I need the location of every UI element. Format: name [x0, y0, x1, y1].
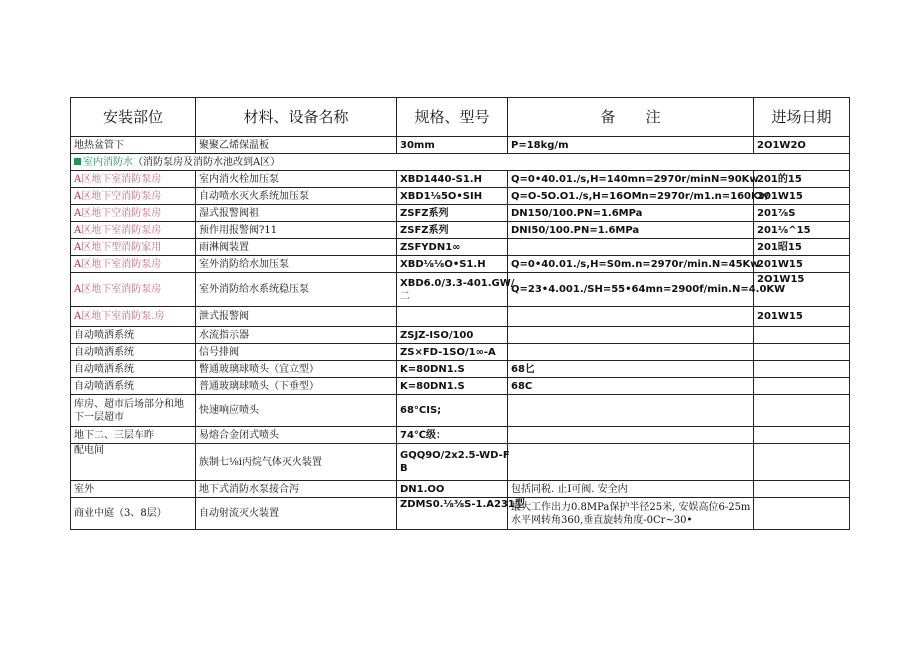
cell-remark — [508, 395, 754, 427]
cell-date: 201⅛^15 — [754, 222, 850, 239]
cell-location: A区地下室消防泵房 — [71, 171, 196, 188]
cell-material: 室内消火栓加压泵 — [196, 171, 397, 188]
section-row — [71, 154, 850, 171]
cell-spec: ZSJZ-ISO/100 — [397, 327, 508, 344]
cell-spec: ZSFZ系列 — [397, 222, 508, 239]
cell-location: 自动喷洒系统 — [71, 361, 196, 378]
cell-location: 自动喷洒系统 — [71, 378, 196, 395]
table-row — [71, 361, 850, 378]
cell-remark — [508, 444, 754, 481]
cell-material: 易熔合金闭式喷头 — [196, 427, 397, 444]
cell-date: 201的15 — [754, 171, 850, 188]
cell-location: 地下二、三层车昨 — [71, 427, 196, 444]
cell-spec: 30mm — [397, 137, 508, 154]
cell-spec: ZDMS0.⅛⅜S-1.A231型 — [397, 498, 508, 530]
cell-spec: ZSFYDN1∞ — [397, 239, 508, 256]
cell-date: 201W15 — [754, 256, 850, 273]
cell-material: 信号排阀 — [196, 344, 397, 361]
cell-date: 201⅞S — [754, 205, 850, 222]
cell-spec: ZS×FD-1SO/1∞-A — [397, 344, 508, 361]
table-row — [71, 239, 850, 256]
cell-location: A区地下室消防泵.房 — [71, 307, 196, 327]
cell-remark — [508, 239, 754, 256]
table-row — [71, 256, 850, 273]
cell-material: 瞥通玻璃球喷头（宜立型） — [196, 361, 397, 378]
cell-spec: XBD1440-S1.H — [397, 171, 508, 188]
section-note: （消防泵房及消防水池改到A区） — [133, 156, 281, 168]
header-location: 安装部位 — [71, 98, 196, 137]
cell-location: A区地下室消防泵房 — [71, 273, 196, 307]
table-row — [71, 188, 850, 205]
cell-location: A区地下型消防家用 — [71, 239, 196, 256]
cell-location: 室外 — [71, 481, 196, 498]
cell-remark — [508, 327, 754, 344]
cell-spec: 68°CIS; — [397, 395, 508, 427]
cell-remark: DN150/100.PN=1.6MPa — [508, 205, 754, 222]
cell-material: 族制七⅛i丙烷气体灭火装置 — [196, 444, 397, 481]
cell-remark: Q=23•4.001./SH=55•64mn=2900f/min.N=4.0KW — [508, 273, 754, 307]
cell-location: 商业中庭（3、8层） — [71, 498, 196, 530]
cell-location: 自动喷洒系统 — [71, 327, 196, 344]
cell-spec: K=80DN1.S — [397, 361, 508, 378]
cell-material: 雨淋阀装置 — [196, 239, 397, 256]
cell-date — [754, 498, 850, 530]
cell-material: 聚聚乙烯保温板 — [196, 137, 397, 154]
cell-date: 201昭15 — [754, 239, 850, 256]
cell-material: 地下式消防水泵接合泻 — [196, 481, 397, 498]
cell-material: 自动喷水灭火系统加压泵 — [196, 188, 397, 205]
cell-material: 快速响应喷头 — [196, 395, 397, 427]
cell-location: A区地下室消防泵房 — [71, 222, 196, 239]
cell-date — [754, 378, 850, 395]
cell-date — [754, 481, 850, 498]
cell-material: 自动射流灭火装置 — [196, 498, 397, 530]
header-spec: 规格、型号 — [397, 98, 508, 137]
table-row — [71, 481, 850, 498]
section-title: 室内消防水 — [83, 156, 133, 168]
table-row — [71, 344, 850, 361]
cell-date: 201W15 — [754, 307, 850, 327]
cell-remark: 68匕 — [508, 361, 754, 378]
cell-spec — [397, 307, 508, 327]
cell-material: 水流指示器 — [196, 327, 397, 344]
cell-date — [754, 444, 850, 481]
cell-material: 普通玻璃球喷头（下垂型） — [196, 378, 397, 395]
cell-remark: 包括同税. 止I可阀. 安全内 — [508, 481, 754, 498]
cell-location: 地热盆管下 — [71, 137, 196, 154]
cell-remark: 68C — [508, 378, 754, 395]
cell-remark — [508, 307, 754, 327]
cell-location: A区地下空消防泵房 — [71, 205, 196, 222]
cell-spec: XBD⅛⅛O•S1.H — [397, 256, 508, 273]
table-row — [71, 273, 850, 307]
header-date: 进场日期 — [754, 98, 850, 137]
equipment-table — [70, 97, 850, 530]
cell-location: A区地下室消防泵房 — [71, 256, 196, 273]
cell-remark: Q=0•40.01./s,H=140mn=2970r/minN=90Kw — [508, 171, 754, 188]
cell-date: 2O1W2O — [754, 137, 850, 154]
header-row — [71, 98, 850, 137]
cell-spec: K=80DN1.S — [397, 378, 508, 395]
table-row — [71, 307, 850, 327]
cell-spec: DN1.OO — [397, 481, 508, 498]
cell-date — [754, 395, 850, 427]
header-remark: 备 注 — [508, 98, 754, 137]
cell-remark: Q=0•40.01./s,H=S0m.n=2970r/min.N=45Kw — [508, 256, 754, 273]
cell-material: 湿式报警阀祖 — [196, 205, 397, 222]
cell-remark — [508, 427, 754, 444]
table-row — [71, 444, 850, 481]
cell-date — [754, 427, 850, 444]
green-square-icon — [74, 158, 81, 165]
cell-date — [754, 344, 850, 361]
table-row — [71, 427, 850, 444]
cell-date: 2O1W15 — [754, 273, 850, 307]
table-row — [71, 378, 850, 395]
table-row — [71, 498, 850, 530]
cell-date: 201W15 — [754, 188, 850, 205]
table-row — [71, 171, 850, 188]
cell-location: 库房、超市后场部分和地 下一层超市 — [71, 395, 196, 427]
cell-spec: 74℃级： — [397, 427, 508, 444]
cell-material: 室外消防给水系统稳压泵 — [196, 273, 397, 307]
table-row — [71, 205, 850, 222]
table-row — [71, 222, 850, 239]
cell-spec: ZSFZ系列 — [397, 205, 508, 222]
table-row — [71, 137, 850, 154]
section-cell — [71, 154, 850, 171]
cell-spec: XBD6.0/3.3-401.GW/ 二 — [397, 273, 508, 307]
cell-location: 配电间 — [71, 444, 196, 481]
cell-material: 室外消防给水加压泵 — [196, 256, 397, 273]
cell-location: A区地下空消防泵房 — [71, 188, 196, 205]
cell-remark: 最大工作出力0.8MPa保护半径25米, 安娱高位6-25m 水平网转角360,垂直旋转角度-0Cr~30• — [508, 498, 754, 530]
cell-location: 自动喷洒系统 — [71, 344, 196, 361]
table-row — [71, 327, 850, 344]
cell-remark: DNI50/100.PN=1.6MPa — [508, 222, 754, 239]
cell-material: 泄式报警阀 — [196, 307, 397, 327]
cell-remark — [508, 344, 754, 361]
cell-remark: P=18kg/m — [508, 137, 754, 154]
cell-date — [754, 361, 850, 378]
cell-spec: GQQ9O/2x2.5-WD-F B — [397, 444, 508, 481]
cell-spec: XBD1⅛5O•SIH — [397, 188, 508, 205]
header-material: 材料、设备名称 — [196, 98, 397, 137]
cell-remark: Q=O-5O.O1./s,H=16OMn=2970r/m1.n=160Kv/ — [508, 188, 754, 205]
cell-material: 预作用报警阀?11 — [196, 222, 397, 239]
table-row — [71, 395, 850, 427]
cell-date — [754, 327, 850, 344]
